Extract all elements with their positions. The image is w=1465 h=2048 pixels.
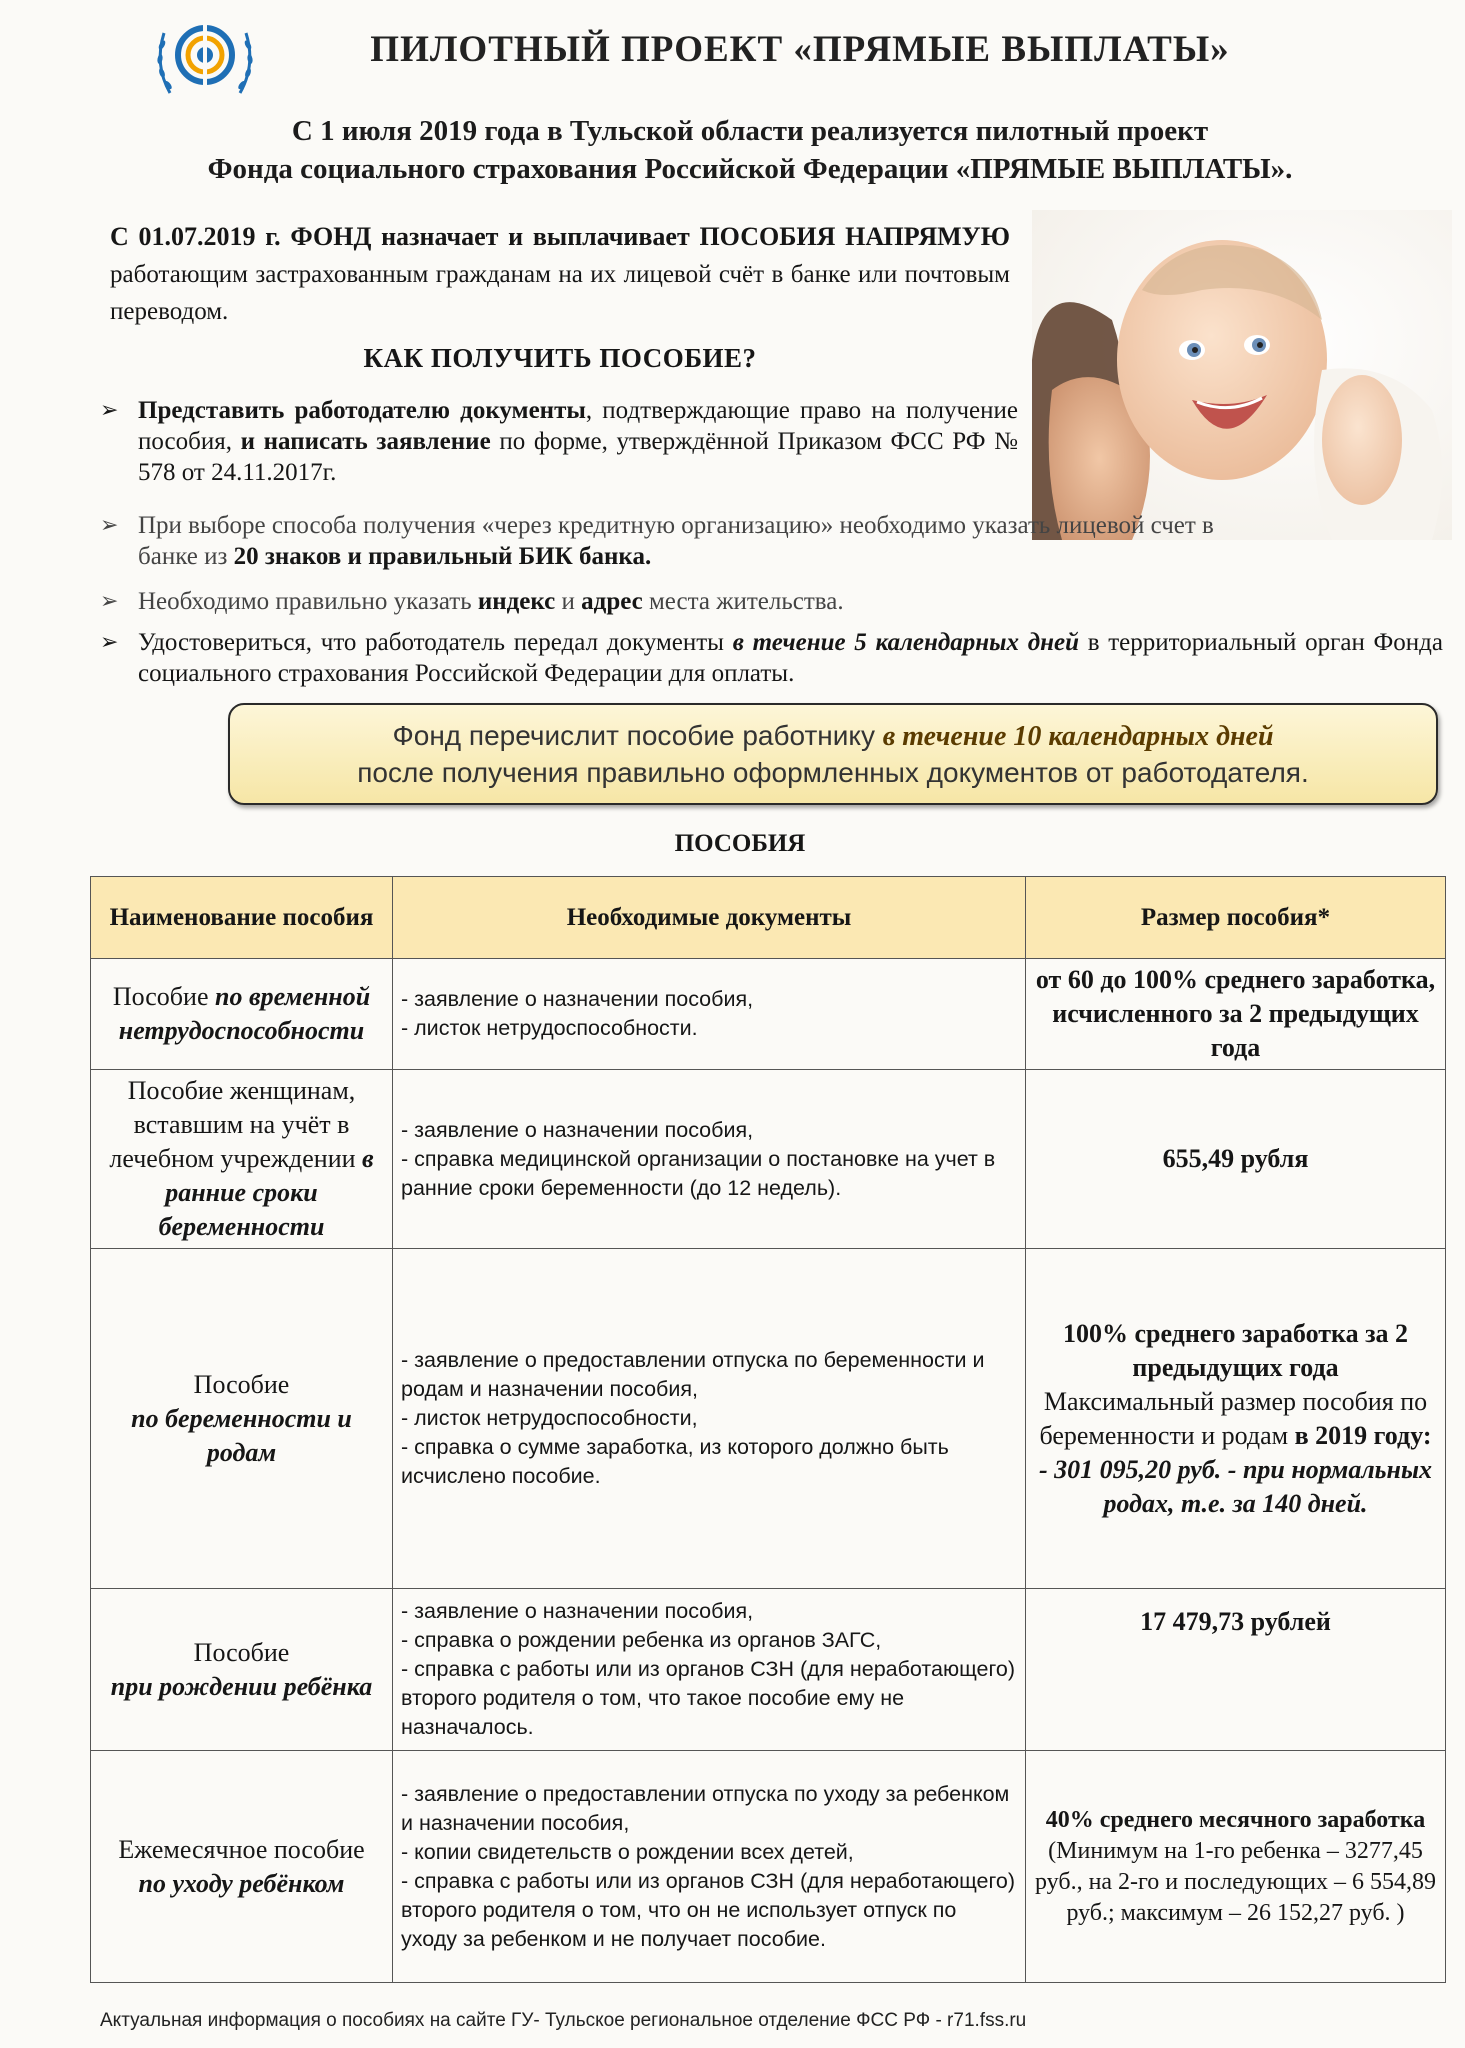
subtitle-line-1: С 1 июля 2019 года в Тульской области реализуется пилотный проект bbox=[291, 115, 1209, 147]
bullet-text bbox=[138, 395, 1018, 488]
doc-item: - справка о рождении ребенка из органов ЗАГС, bbox=[401, 1628, 882, 1652]
benefit-amount bbox=[1026, 1751, 1446, 1983]
table-row bbox=[91, 959, 1446, 1070]
subtitle bbox=[100, 112, 1400, 188]
benefit-amount bbox=[1026, 959, 1446, 1070]
bullet-plain: и bbox=[555, 588, 582, 615]
doc-item: - заявление о предоставлении отпуска по уходу за ребенком и назначении пособия, bbox=[401, 1781, 1010, 1835]
benefit-name bbox=[91, 1070, 393, 1249]
name-plain: Ежемесячное пособие bbox=[118, 1834, 365, 1864]
benefit-amount bbox=[1026, 1249, 1446, 1589]
how-to-heading: КАК ПОЛУЧИТЬ ПОСОБИЕ? bbox=[363, 343, 757, 373]
arrow-bullet-icon: ➢ bbox=[100, 398, 119, 423]
benefit-docs bbox=[393, 1249, 1026, 1589]
list-item bbox=[100, 510, 1420, 574]
table-row bbox=[91, 1751, 1446, 1983]
benefit-name bbox=[91, 1751, 393, 1983]
benefit-amount bbox=[1026, 1070, 1446, 1249]
subtitle-line-2: Фонда социального страхования Российской Федерации «ПРЯМЫЕ ВЫПЛАТЫ». bbox=[207, 153, 1293, 185]
bullet-bold: и написать заявление bbox=[240, 428, 491, 455]
name-plain: Пособие bbox=[193, 1369, 290, 1399]
mother-baby-photo bbox=[1032, 210, 1452, 540]
bullet-plain: в территориальный орган Фонда социального страхования Российской Федерации для оплаты. bbox=[138, 629, 1444, 687]
benefit-name bbox=[91, 959, 393, 1070]
callout-line-2: после получения правильно оформленных документов от работодателя. bbox=[357, 757, 1309, 788]
name-plain: Пособие bbox=[112, 982, 215, 1011]
bullet-text bbox=[138, 627, 1443, 689]
doc-item: - листок нетрудоспособности. bbox=[401, 1016, 698, 1040]
column-header: Наименование пособия bbox=[91, 877, 393, 959]
bullet-plain: При выборе способа получения «через кредитную организацию» необходимо указать лицевой счет в банке из bbox=[138, 512, 1214, 570]
bullet-bold: Представить работодателю документы bbox=[138, 397, 586, 424]
list-item bbox=[100, 395, 1020, 495]
bullet-bold: 20 знаков и правильный БИК банка. bbox=[233, 543, 652, 570]
list-item bbox=[100, 586, 1200, 618]
doc-item: - копии свидетельств о рождении всех детей, bbox=[401, 1839, 854, 1864]
bullet-plain: , подтверждающие право на получение пособия, bbox=[138, 397, 1018, 455]
bullet-plain: по форме, утверждённой Приказом ФСС РФ № 578 от 24.11.2017г. bbox=[138, 428, 1018, 486]
callout-bold-italic: в течение 10 календарных дней bbox=[882, 721, 1274, 752]
arrow-bullet-icon: ➢ bbox=[100, 589, 119, 614]
doc-item: - заявление о назначении пособия, bbox=[401, 987, 754, 1011]
benefit-amount bbox=[1026, 1589, 1446, 1751]
callout-plain: Фонд перечислит пособие работнику bbox=[392, 720, 883, 751]
benefit-docs bbox=[393, 1070, 1026, 1249]
bullet-bold-italic: в течение 5 календарных дней bbox=[732, 629, 1080, 656]
amount-plain: (Минимум на 1-го ребенка – 3277,45 руб., на 2-го и последующих – 6 554,89 руб.; максимум – 26 152,27 руб. ) bbox=[1034, 1837, 1437, 1926]
intro-paragraph bbox=[110, 218, 1010, 330]
fss-logo-icon bbox=[150, 15, 260, 99]
name-plain: Пособие женщинам, вставшим на учёт в лечебном учреждении bbox=[109, 1076, 363, 1173]
table-row bbox=[91, 1249, 1446, 1589]
list-item bbox=[100, 627, 1445, 691]
intro-rest: работающим застрахованным гражданам на их лицевой счёт в банке или почтовым переводом. bbox=[110, 261, 1010, 325]
bullet-bold: индекс bbox=[477, 588, 556, 615]
column-header: Необходимые документы bbox=[393, 877, 1026, 959]
doc-item: - справка медицинской организации о постановке на учет в ранние сроки беременности (до 12 недель). bbox=[401, 1146, 996, 1200]
name-em: по уходу ребёнком bbox=[138, 1868, 345, 1898]
amount-bold: 40% среднего месячного заработка bbox=[1045, 1806, 1426, 1833]
doc-item: - заявление о предоставлении отпуска по беременности и родам и назначении пособия, bbox=[401, 1348, 985, 1401]
bullet-plain: Необходимо правильно указать bbox=[138, 588, 478, 615]
page-title: ПИЛОТНЫЙ ПРОЕКТ «ПРЯМЫЕ ВЫПЛАТЫ» bbox=[370, 29, 1230, 70]
amount-bold: 17 479,73 рублей bbox=[1140, 1607, 1331, 1636]
benefit-name bbox=[91, 1249, 393, 1589]
table-title: ПОСОБИЯ bbox=[674, 830, 806, 857]
amount-bold-italic: - 301 095,20 руб. - при нормальных родах, т.е. за 140 дней. bbox=[1038, 1454, 1433, 1518]
benefit-docs bbox=[393, 1751, 1026, 1983]
doc-item: - заявление о назначении пособия, bbox=[401, 1117, 754, 1142]
arrow-bullet-icon: ➢ bbox=[100, 513, 119, 538]
bullet-text bbox=[138, 510, 1228, 572]
benefits-table bbox=[90, 876, 1446, 1983]
doc-item: - заявление о назначении пособия, bbox=[401, 1599, 754, 1623]
table-header-row bbox=[91, 877, 1446, 959]
doc-item: - листок нетрудоспособности, bbox=[401, 1406, 698, 1430]
name-em: в ранние сроки беременности bbox=[158, 1144, 374, 1241]
amount-plain: Максимальный размер пособия по беременности и родам bbox=[1039, 1386, 1428, 1450]
doc-item: - справка о сумме заработка, из которого должно быть исчислено пособие. bbox=[401, 1435, 949, 1488]
amount-bold: в 2019 году: bbox=[1294, 1420, 1432, 1450]
name-em: по беременности и родам bbox=[131, 1403, 352, 1467]
amount-bold: 655,49 рубля bbox=[1162, 1144, 1309, 1173]
arrow-bullet-icon: ➢ bbox=[100, 630, 119, 655]
doc-item: - справка с работы или из органов СЗН (для неработающего) второго родителя о том, что такое пособие ему не назначалось. bbox=[401, 1657, 1015, 1739]
footer-note: Актуальная информация о пособиях на сайте ГУ- Тульское региональное отделение ФСС РФ - r71.fss.ru bbox=[100, 2010, 1027, 2031]
name-plain: Пособие bbox=[193, 1637, 290, 1667]
column-header: Размер пособия* bbox=[1026, 877, 1446, 959]
bullet-plain: места жительства. bbox=[642, 588, 844, 615]
callout-line-1 bbox=[230, 718, 1436, 755]
table-row bbox=[91, 1589, 1446, 1751]
table-row bbox=[91, 1070, 1446, 1249]
name-em: при рождении ребёнка bbox=[110, 1671, 373, 1701]
doc-item: - справка с работы или из органов СЗН (для неработающего) второго родителя о том, что он не использует отпуск по уходу за ребенком и не получает пособие. bbox=[401, 1868, 1015, 1951]
bullet-text bbox=[138, 586, 1138, 617]
benefit-docs bbox=[393, 959, 1026, 1070]
bullet-plain: Удостовериться, что работодатель передал документы bbox=[138, 629, 733, 656]
intro-bold: С 01.07.2019 г. ФОНД назначает и выплачивает ПОСОБИЯ НАПРЯМУЮ bbox=[110, 222, 1010, 251]
benefit-docs bbox=[393, 1589, 1026, 1751]
benefit-name bbox=[91, 1589, 393, 1751]
amount-bold: 100% среднего заработка за 2 предыдущих года bbox=[1062, 1318, 1409, 1382]
amount-bold: от 60 до 100% среднего заработка, исчисленного за 2 предыдущих года bbox=[1035, 965, 1436, 1062]
payment-callout bbox=[228, 703, 1438, 805]
bullet-bold: адрес bbox=[581, 588, 643, 615]
name-em: по временной нетрудоспособности bbox=[118, 982, 371, 1045]
